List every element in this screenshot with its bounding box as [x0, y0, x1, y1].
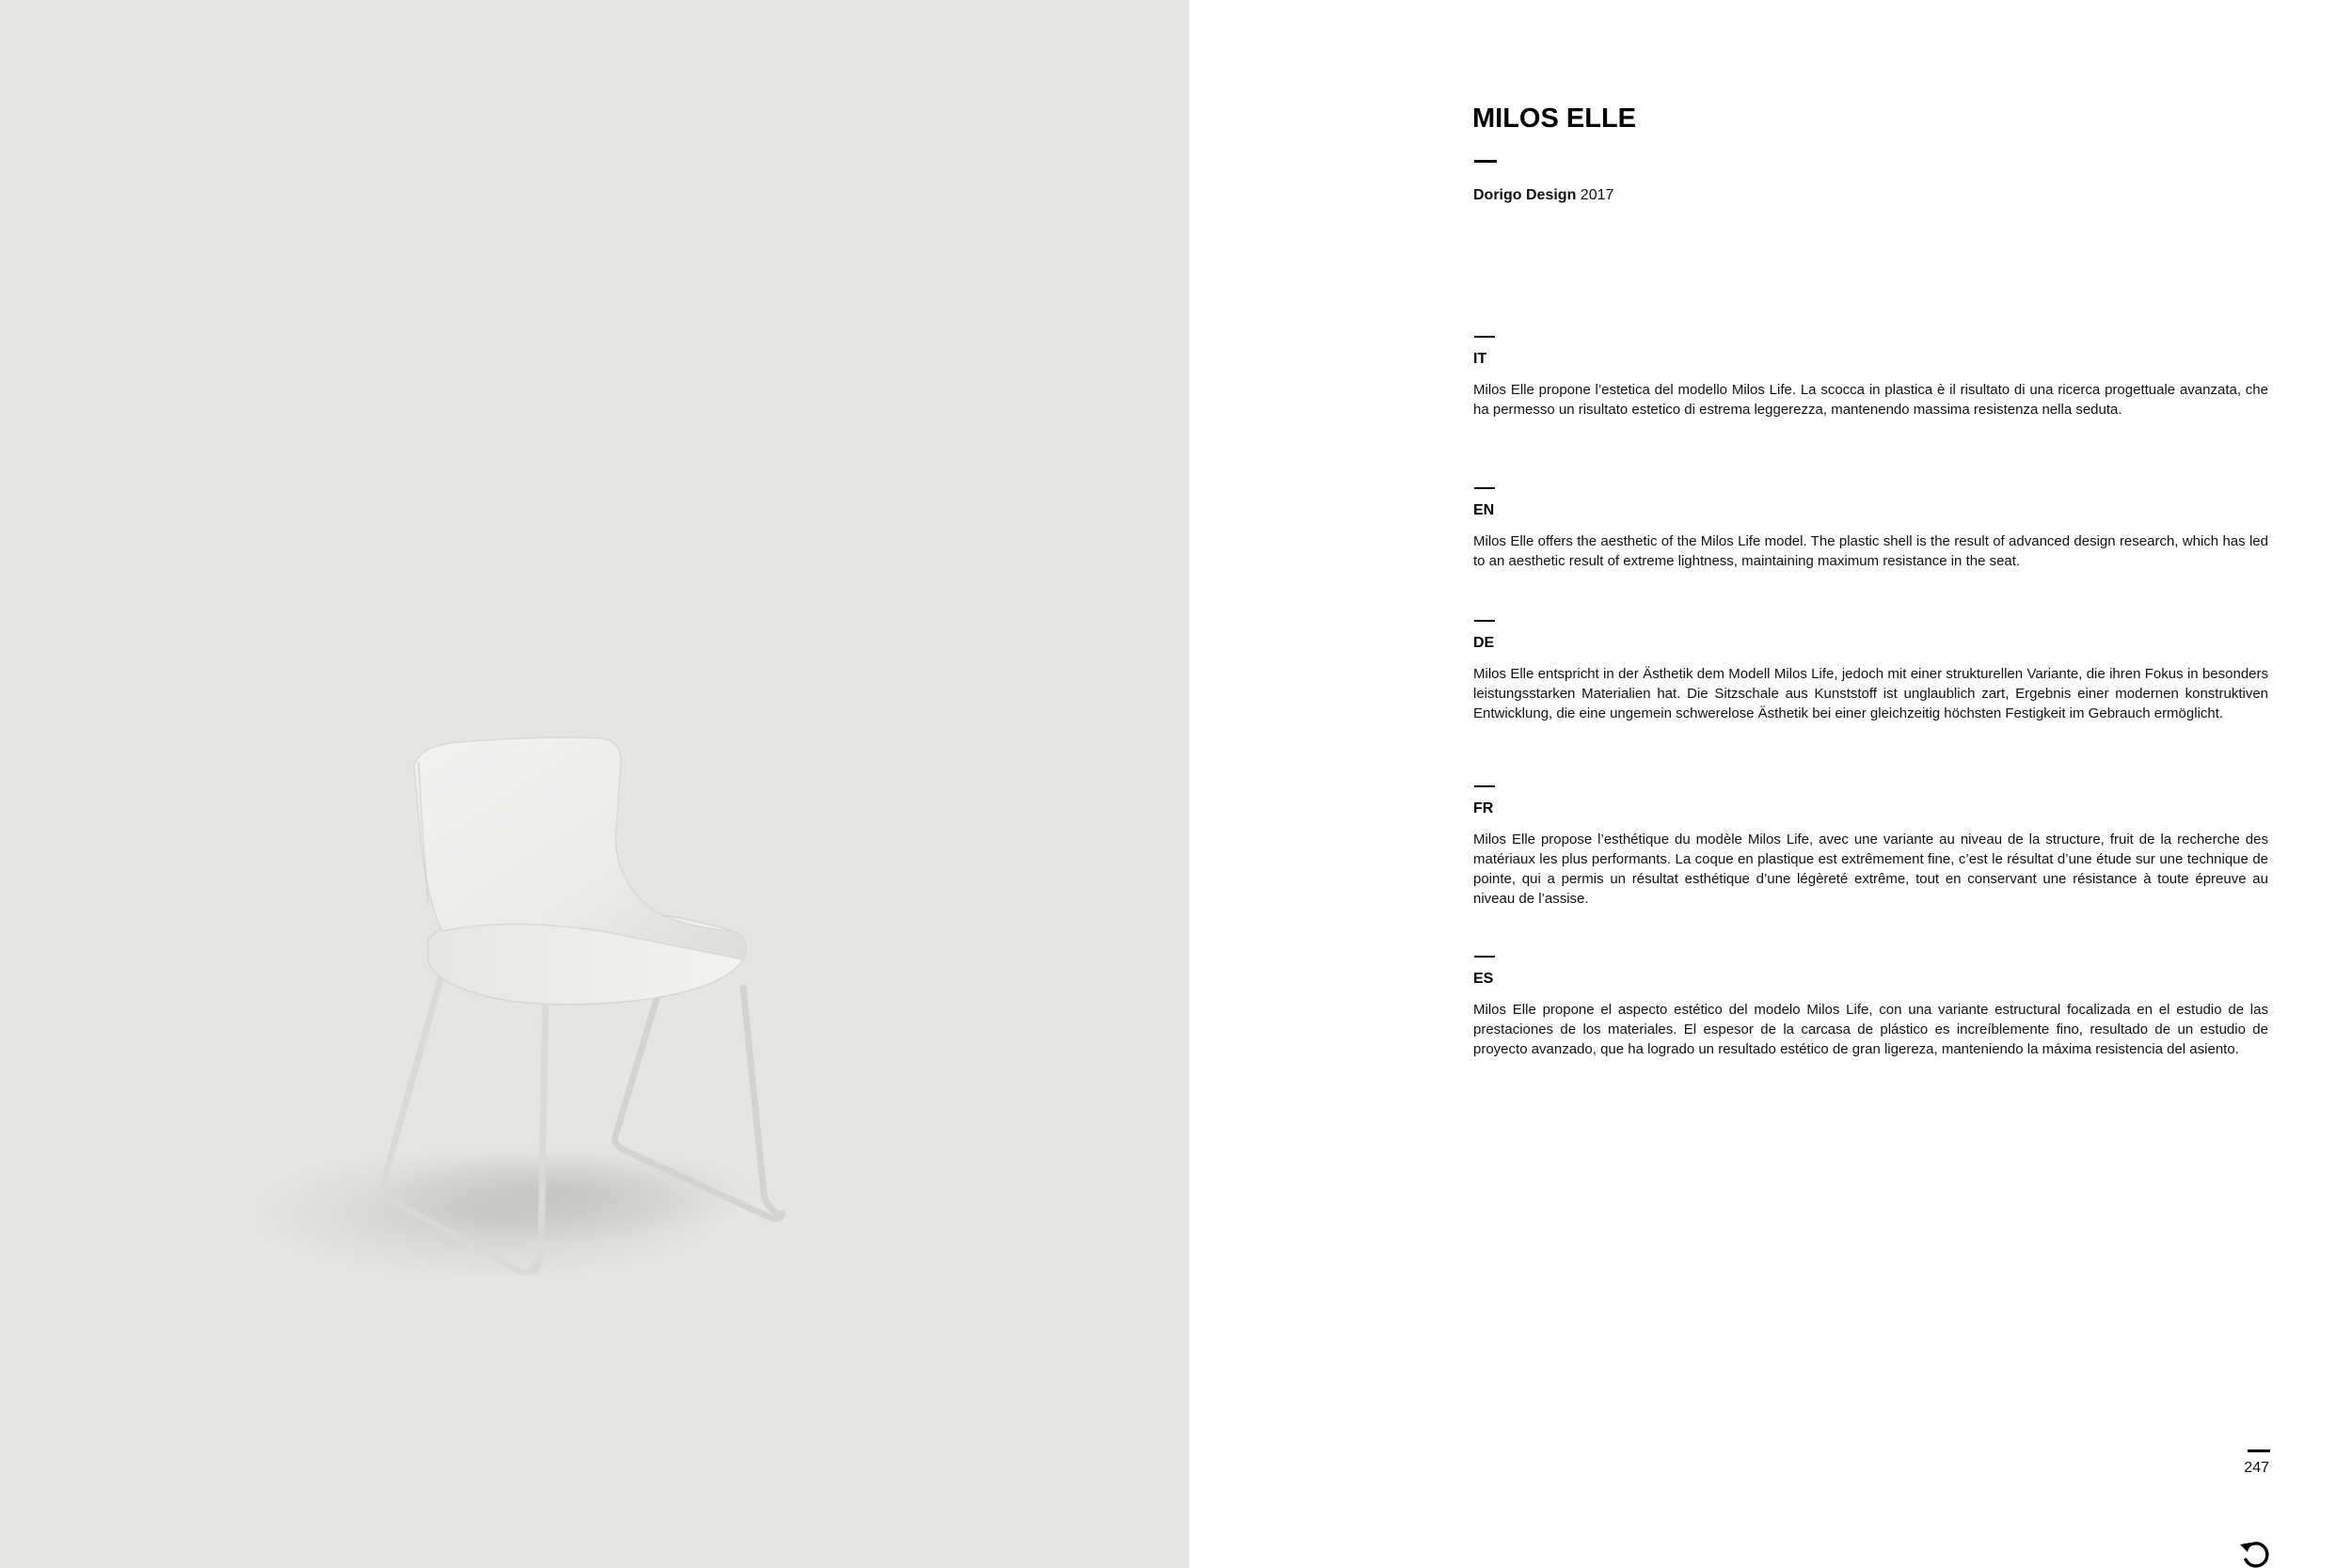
product-title: MILOS ELLE: [1472, 103, 1636, 134]
section-text: Milos Elle propone el aspecto estético del modelo Milos Life, con una variante estructural focalizada en el estudio de las prestaciones de los materiales. El espesor de la carcasa de plástico es increíblemente fino, resultado de un estudio de proyecto avanzado, que ha logrado un resultado estético de gran ligereza, manteniendo la máxima resistencia del asiento.: [1473, 1002, 2268, 1057]
section-fr: [1473, 785, 2268, 909]
language-code: IT: [1473, 351, 1487, 367]
section-divider: [1474, 336, 1495, 338]
language-code: EN: [1473, 502, 1495, 518]
chair-backrest: [414, 737, 746, 959]
section-divider: [1474, 785, 1495, 787]
section-de: [1473, 620, 2268, 723]
language-code: DE: [1473, 635, 1495, 651]
section-text: Milos Elle propone l’estetica del modello Milos Life. La scocca in plastica è il risultato di una ricerca progettuale avanzata, che ha permesso un risultato estetico di estrema leggerezza, mantenendo massima resistenza nella seduta.: [1473, 382, 2268, 418]
undo-arrow-icon[interactable]: [2237, 1537, 2275, 1568]
section-divider: [1474, 620, 1495, 622]
section-en: [1473, 487, 2268, 571]
page-number: 247: [2244, 1460, 2269, 1476]
section-divider: [1474, 487, 1495, 489]
design-year: 2017: [1580, 187, 1614, 203]
title-divider: [1474, 160, 1497, 163]
section-text: Milos Elle propose l’esthétique du modèle Milos Life, avec une variante au niveau de la structure, fruit de la recherche des matériaux les plus performants. La coque en plastique est extrêmement fine, c’est le résultat d’une étude sur une technique de pointe, qui a permis un résultat esthétique d’une légèreté extrême, tout en conservant une résistance à toute épreuve au niveau de l’assise.: [1473, 832, 2268, 907]
page-number-divider: [2248, 1449, 2270, 1452]
section-it: [1473, 336, 2268, 420]
section-text: Milos Elle entspricht in der Ästhetik dem Modell Milos Life, jedoch mit einer strukturellen Variante, die ihren Fokus in besonders leistungsstarken Materialien hat. Die Sitzschale aus Kunststoff ist unglaublich zart, Ergebnis einer modernen konstruktiven Entwicklung, die eine ungemein schwerelose Ästhetik bei einer gleichzeitig höchsten Festigkeit im Gebrauch ermöglicht.: [1473, 666, 2268, 721]
description-panel: [1189, 0, 2352, 1568]
section-es: [1473, 956, 2268, 1059]
designer-name: Dorigo Design: [1473, 187, 1577, 203]
section-text: Milos Elle offers the aesthetic of the Milos Life model. The plastic shell is the result of advanced design research, which has led to an aesthetic result of extreme lightness, maintaining maximum resistance in the seat.: [1473, 533, 2268, 569]
language-code: ES: [1473, 971, 1494, 987]
language-code: FR: [1473, 800, 1494, 816]
designer-credit: [1473, 187, 1613, 204]
section-divider: [1474, 956, 1495, 958]
